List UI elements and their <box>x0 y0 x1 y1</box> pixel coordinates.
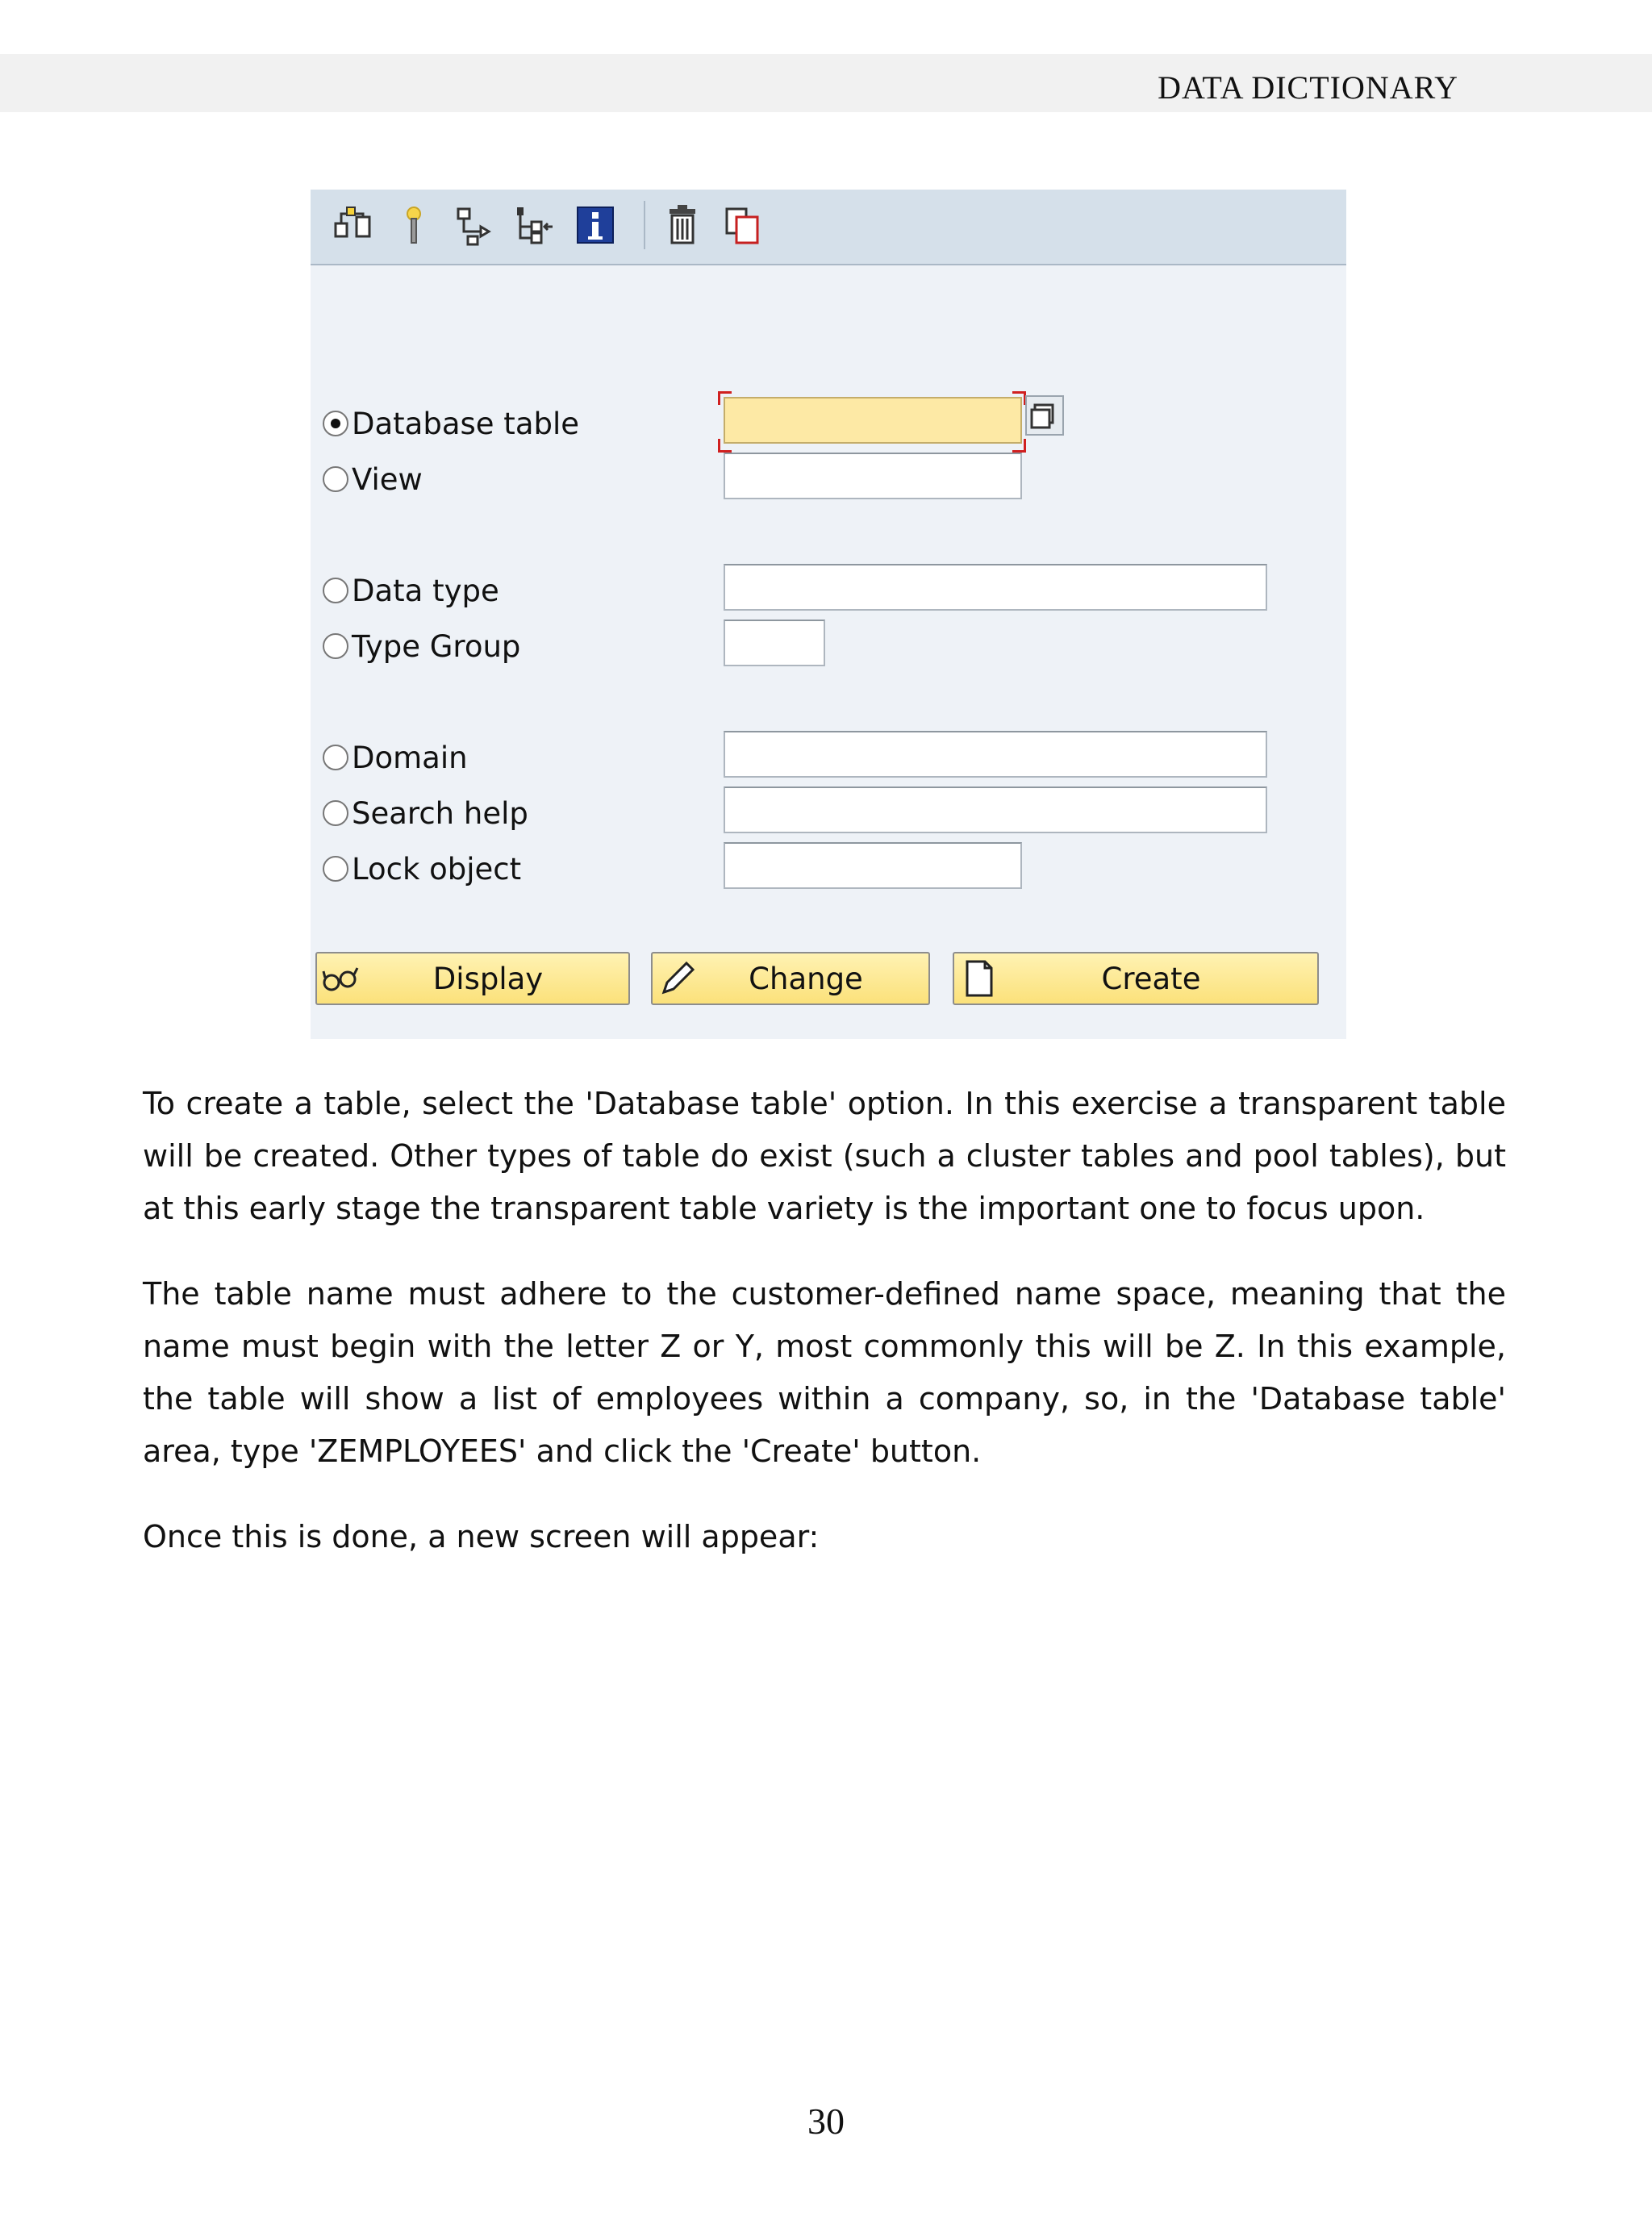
change-button-label: Change <box>749 961 863 996</box>
pin-icon[interactable] <box>391 201 436 249</box>
page-number: 30 <box>807 2101 845 2142</box>
navigate-icon[interactable] <box>452 201 497 249</box>
radio-data-type[interactable] <box>323 571 499 610</box>
radio-label: Domain <box>352 740 468 775</box>
domain-input[interactable] <box>724 731 1267 778</box>
running-header <box>0 54 1652 112</box>
radio-view[interactable] <box>323 460 423 499</box>
radio-label: Lock object <box>352 851 522 887</box>
focus-corner <box>718 439 732 453</box>
radio-lock-object[interactable] <box>323 849 521 888</box>
create-button-label: Create <box>1101 961 1201 996</box>
radio-selected-indicator <box>323 411 348 436</box>
value-help-icon <box>1027 397 1062 434</box>
radio-database-table[interactable] <box>323 404 579 443</box>
radio-label: Search help <box>352 795 528 831</box>
display-button-label: Display <box>432 961 544 996</box>
radio-unselected-indicator <box>323 800 348 826</box>
focus-corner <box>1012 439 1026 453</box>
info-icon[interactable] <box>573 201 618 249</box>
paragraph-3: Once this is done, a new screen will appear: <box>143 1519 820 1554</box>
sap-initial-screen <box>311 190 1346 1039</box>
display-button[interactable] <box>315 952 630 1005</box>
radio-unselected-indicator <box>323 633 348 659</box>
radio-label: View <box>352 461 423 497</box>
paragraph-2: The table name must adhere to the customer-defined name space, meaning that the name must begin with the letter Z or Y, most commonly this will be Z. In this example, the table will show a list of employees within a company, so, in the 'Database table' area, type 'ZEMPLOYEES' and click the 'Create' button. <box>143 1276 1506 1469</box>
database-table-input[interactable] <box>724 397 1022 444</box>
radio-type-group[interactable] <box>323 627 520 666</box>
glasses-icon <box>320 957 364 1000</box>
header-title: DATA DICTIONARY <box>1158 69 1458 106</box>
radio-label: Type Group <box>352 628 521 664</box>
radio-label: Data type <box>352 573 499 608</box>
focus-corner <box>718 391 732 405</box>
pencil-icon <box>656 957 699 1000</box>
trash-icon[interactable] <box>660 201 705 249</box>
data-type-input[interactable] <box>724 564 1267 611</box>
radio-unselected-indicator <box>323 466 348 492</box>
radio-domain[interactable] <box>323 738 468 777</box>
copy-icon[interactable] <box>720 201 766 249</box>
radio-search-help[interactable] <box>323 794 528 832</box>
create-button[interactable] <box>953 952 1319 1005</box>
search-help-input[interactable] <box>724 787 1267 833</box>
where-used-icon[interactable] <box>512 201 557 249</box>
radio-unselected-indicator <box>323 856 348 882</box>
value-help-button[interactable] <box>1025 395 1064 436</box>
view-input[interactable] <box>724 453 1022 499</box>
paragraph-1: To create a table, select the 'Database table' option. In this exercise a transparent table will be created. Other types of table do exist (such a cluster tables and pool tables), but at this early stage the transparent table variety is the important one to focus upon. <box>143 1086 1506 1226</box>
change-button[interactable] <box>651 952 930 1005</box>
application-toolbar <box>311 190 1346 265</box>
hierarchy-icon[interactable] <box>331 201 376 249</box>
new-document-icon <box>957 957 1001 1000</box>
focus-corner <box>1012 391 1026 405</box>
toolbar-separator <box>644 201 645 249</box>
lock-object-input[interactable] <box>724 842 1022 889</box>
radio-unselected-indicator <box>323 745 348 770</box>
type-group-input[interactable] <box>724 620 825 666</box>
radio-unselected-indicator <box>323 578 348 603</box>
radio-label: Database table <box>352 406 580 441</box>
